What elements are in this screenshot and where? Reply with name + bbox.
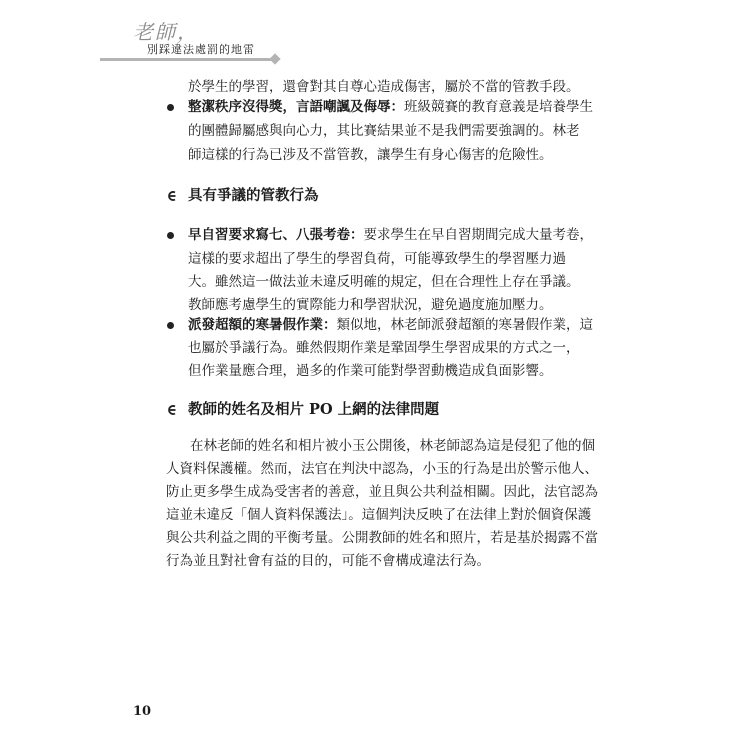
body-line: 大。雖然這一做法並未違反明確的規定，但在合理性上存在爭議。 xyxy=(188,274,580,290)
header-rule xyxy=(100,58,275,61)
body-line: 但作業量應合理，過多的作業可能對學習動機造成負面影響。 xyxy=(188,363,553,379)
bullet-text: 要求學生在早自習期間完成大量考卷， xyxy=(363,227,593,243)
paragraph-line: 人資料保護權。然而，法官在判決中認為，小玉的行為是出於警示他人、 xyxy=(166,461,598,477)
bullet-item xyxy=(188,97,593,117)
bullet-heading: 派發超額的寒暑假作業： xyxy=(188,317,337,333)
paragraph-line: 防止更多學生成為受害者的善意，並且與公共利益相關。因此，法官認為 xyxy=(166,484,598,500)
bullet-item xyxy=(188,225,593,245)
body-line: 的團體歸屬感與向心力，其比賽結果並不是我們需要強調的。林老 xyxy=(188,123,580,139)
body-line: 師這樣的行為已涉及不當管教，讓學生有身心傷害的危險性。 xyxy=(188,147,553,163)
body-line: 這樣的要求超出了學生的學習負荷，可能導致學生的學習壓力過 xyxy=(188,251,566,267)
body-line: 教師應考慮學生的實際能力和學習狀況，避免過度施加壓力。 xyxy=(188,297,553,313)
page-number: 10 xyxy=(133,704,152,719)
section-heading: 具有爭議的管教行為 xyxy=(188,187,319,204)
bullet-heading: 整潔秩序沒得獎，言語嘲諷及侮辱： xyxy=(188,99,404,115)
paragraph-line: 與公共利益之間的平衡考量。公開教師的姓名和照片，若是基於揭露不當 xyxy=(166,530,598,546)
bullet-text: 班級競賽的教育意義是培養學生 xyxy=(404,99,593,115)
paragraph-line: 在林老師的姓名和相片被小玉公開後，林老師認為這是侵犯了他的個 xyxy=(190,438,595,454)
running-header xyxy=(100,16,310,66)
bullet-item xyxy=(188,315,593,335)
header-rule-ornament xyxy=(269,53,280,64)
bullet-dot-icon xyxy=(167,104,174,111)
paragraph-line: 行為並且對社會有益的目的，可能不會構成違法行為。 xyxy=(166,553,490,569)
bullet-text: 類似地，林老師派發超額的寒暑假作業，這 xyxy=(336,317,593,333)
section-heading: 教師的姓名及相片 PO 上網的法律問題 xyxy=(188,401,440,418)
book-title: 老師， xyxy=(133,20,199,44)
body-line: 於學生的學習，還會對其自尊心造成傷害，屬於不當的管教手段。 xyxy=(188,79,580,95)
arrow-bullet-icon xyxy=(166,190,178,202)
book-subtitle: 別踩違法處罰的地雷 xyxy=(147,43,255,56)
bullet-heading: 早自習要求寫七、八張考卷： xyxy=(188,227,364,243)
paragraph-line: 這並未違反「個人資料保護法」。這個判決反映了在法律上對於個資保護 xyxy=(166,507,592,523)
bullet-dot-icon xyxy=(167,322,174,329)
bullet-dot-icon xyxy=(167,232,174,239)
arrow-bullet-icon xyxy=(166,404,178,416)
body-line: 也屬於爭議行為。雖然假期作業是鞏固學生學習成果的方式之一， xyxy=(188,340,580,356)
